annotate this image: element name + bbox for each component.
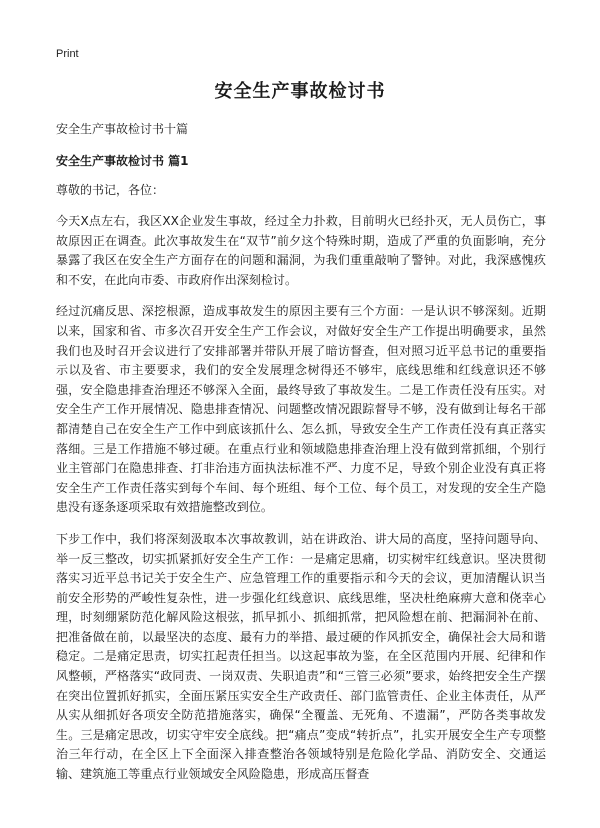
print-link[interactable]: Print: [56, 48, 79, 60]
document-subtitle: 安全生产事故检讨书十篇: [56, 122, 189, 136]
body-paragraph: 经过沉痛反思、深挖根源，造成事故发生的原因主要有三个方面：一是认识不够深刻。近期以来，国家和省、市多次召开安全生产工作会议，对做好安全生产工作提出明确要求，虽然我们也及时召开会议进行了安排部署并带队开展了暗访督查，但对照习近平总书记的重要指示以及省、市主要要求，我们的安全发展理念树得还不够牢，底线思维和红线意识还不够强，安全隐患排查治理还不够深入全面，最终导致了事故发生。二是工作责任没有压实。对安全生产工作开展情况、隐患排查情况、问题整改情况跟踪督导不够，没有做到让每名干部都清楚自己在安全生产工作中到底该抓什么、怎么抓，导致安全生产工作责任没有真正落实落细。三是工作措施不够过硬。在重点行业和领域隐患排查治理上没有做到常抓细，个别行业主管部门在隐患排查、打非治违方面执法标准不严、力度不足，导致个别企业没有真正将安全生产工作责任落实到每个车间、每个班组、每个工位、每个员工，对发现的安全生产隐患没有逐条逐项采取有效措施整改到位。: [56, 304, 546, 515]
salutation: 尊敬的书记，各位：: [56, 183, 165, 197]
section-heading: 安全生产事故检讨书 篇1: [56, 154, 189, 168]
body-paragraph: 下步工作中，我们将深刻汲取本次事故教训，站在讲政治、讲大局的高度，坚持问题导向、举一反三整改，切实抓紧抓好安全生产工作：一是痛定思痛，切实树牢红线意识。坚决贯彻落实习近平总书记关于安全生产、应急管理工作的重要指示和今天的会议，更加清醒认识当前安全形势的严峻性复杂性，进一步强化红线意识、底线思维，坚决杜绝麻痹大意和侥幸心理，时刻绷紧防范化解风险这根弦，抓早抓小、抓细抓常，把风险想在前、把漏洞补在前、把准备做在前，以最坚决的态度、最有力的举措、最过硬的作风抓安全，确保社会大局和谐稳定。二是痛定思责，切实扛起责任担当。以这起事故为鉴，在全区范围内开展、纪律和作风整顿，严格落实“政同责、一岗双责、失职追责”和“三管三必须”要求，始终把安全生产摆在突出位置抓好抓实，全面压紧压实安全生产政责任、部门监管责任、企业主体责任，从严从实从细抓好各项安全防范措施落实，确保“全覆盖、无死角、不遗漏”，严防各类事故发生。三是痛定思改，切实守牢安全底线。把“痛点”变成“转折点”，扎实开展安全生产专项整治三年行动，在全区上下全面深入排查整治各领域特别是危险化学品、消防安全、交通运输、建筑施工等重点行业领域安全风险隐患，形成高压督查: [56, 531, 546, 782]
document-body: [56, 212, 546, 797]
body-paragraph: 今天X点左右，我区XX企业发生事故，经过全力扑救，目前明火已经扑灭，无人员伤亡，事故原因正在调查。此次事故发生在“双节”前夕这个特殊时期，造成了严重的负面影响，充分暴露了我区在安全生产方面存在的问题和漏洞，为我们重重敲响了警钟。对此，我深感愧疚和不安，在此向市委、市政府作出深刻检讨。: [56, 214, 546, 287]
document-title: 安全生产事故检讨书: [214, 81, 386, 102]
